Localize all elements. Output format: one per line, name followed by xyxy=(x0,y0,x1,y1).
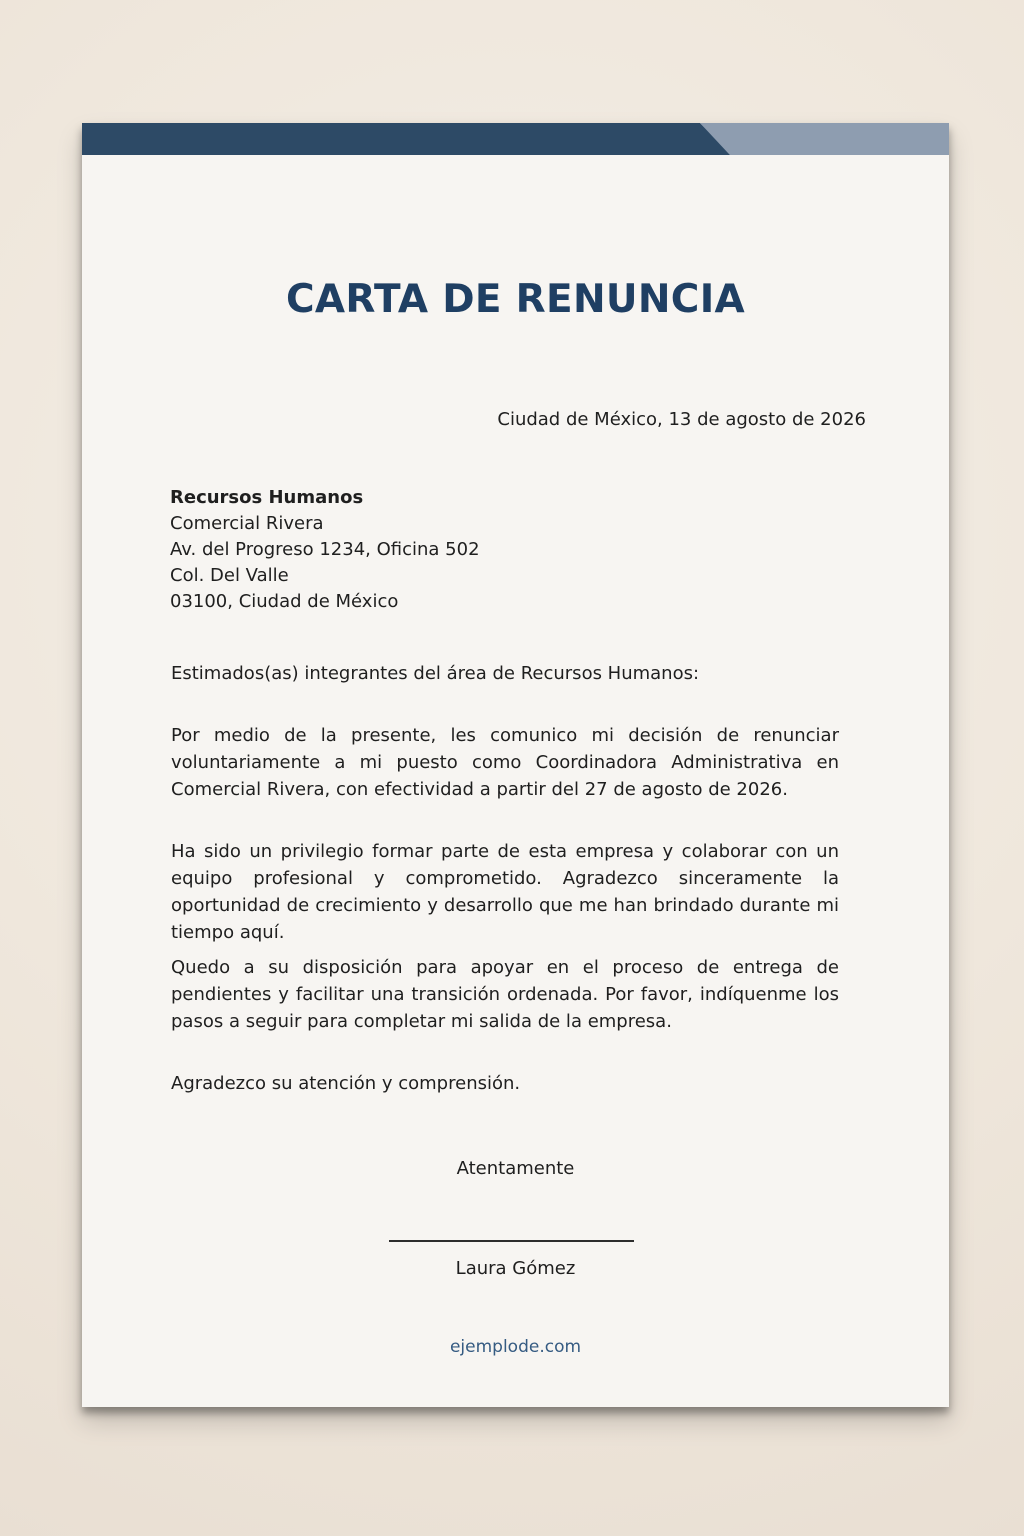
document-title: CARTA DE RENUNCIA xyxy=(285,277,746,322)
signature-line xyxy=(389,1240,634,1242)
signer-name: Laura Gómez xyxy=(455,1258,576,1279)
closing: Atentamente xyxy=(456,1158,575,1179)
date-line: Ciudad de México, 13 de agosto de 2026 xyxy=(497,409,866,430)
recipient-company: Comercial Rivera xyxy=(170,513,324,534)
paragraph-1: Por medio de la presente, les comunico mi decisión de renunciar voluntariamente a mi puesto como Coordinadora Administrativa en Comercial Rivera, con efectividad a partir del 27 de agosto de 2026. xyxy=(171,725,839,800)
recipient-address-line-3: 03100, Ciudad de México xyxy=(170,591,399,612)
paragraph-2: Ha sido un privilegio formar parte de esta empresa y colaborar con un equipo profesional y comprometido. Agradezco sinceramente la oportunidad de crecimiento y desarrollo que me han brindado durante mi tiempo aquí. xyxy=(171,841,839,943)
paragraph-3: Quedo a su disposición para apoyar en el proceso de entrega de pendientes y facilitar una transición ordenada. Por favor, indíquenme los pasos a seguir para completar mi salida de la empresa. xyxy=(171,957,839,1032)
footer-site: ejemplode.com xyxy=(449,1337,582,1357)
recipient-department: Recursos Humanos xyxy=(170,487,364,508)
header-banner-dark xyxy=(82,123,804,155)
header-banner-light xyxy=(700,123,949,155)
recipient-address-line-2: Col. Del Valle xyxy=(170,565,289,586)
greeting: Estimados(as) integrantes del área de Recursos Humanos: xyxy=(171,663,700,684)
recipient-address-line-1: Av. del Progreso 1234, Oficina 502 xyxy=(170,539,480,560)
letter-page xyxy=(82,123,949,1407)
recipient-block xyxy=(170,485,480,615)
header-banner xyxy=(82,123,949,155)
paragraph-4: Agradezco su atención y comprensión. xyxy=(171,1073,521,1094)
